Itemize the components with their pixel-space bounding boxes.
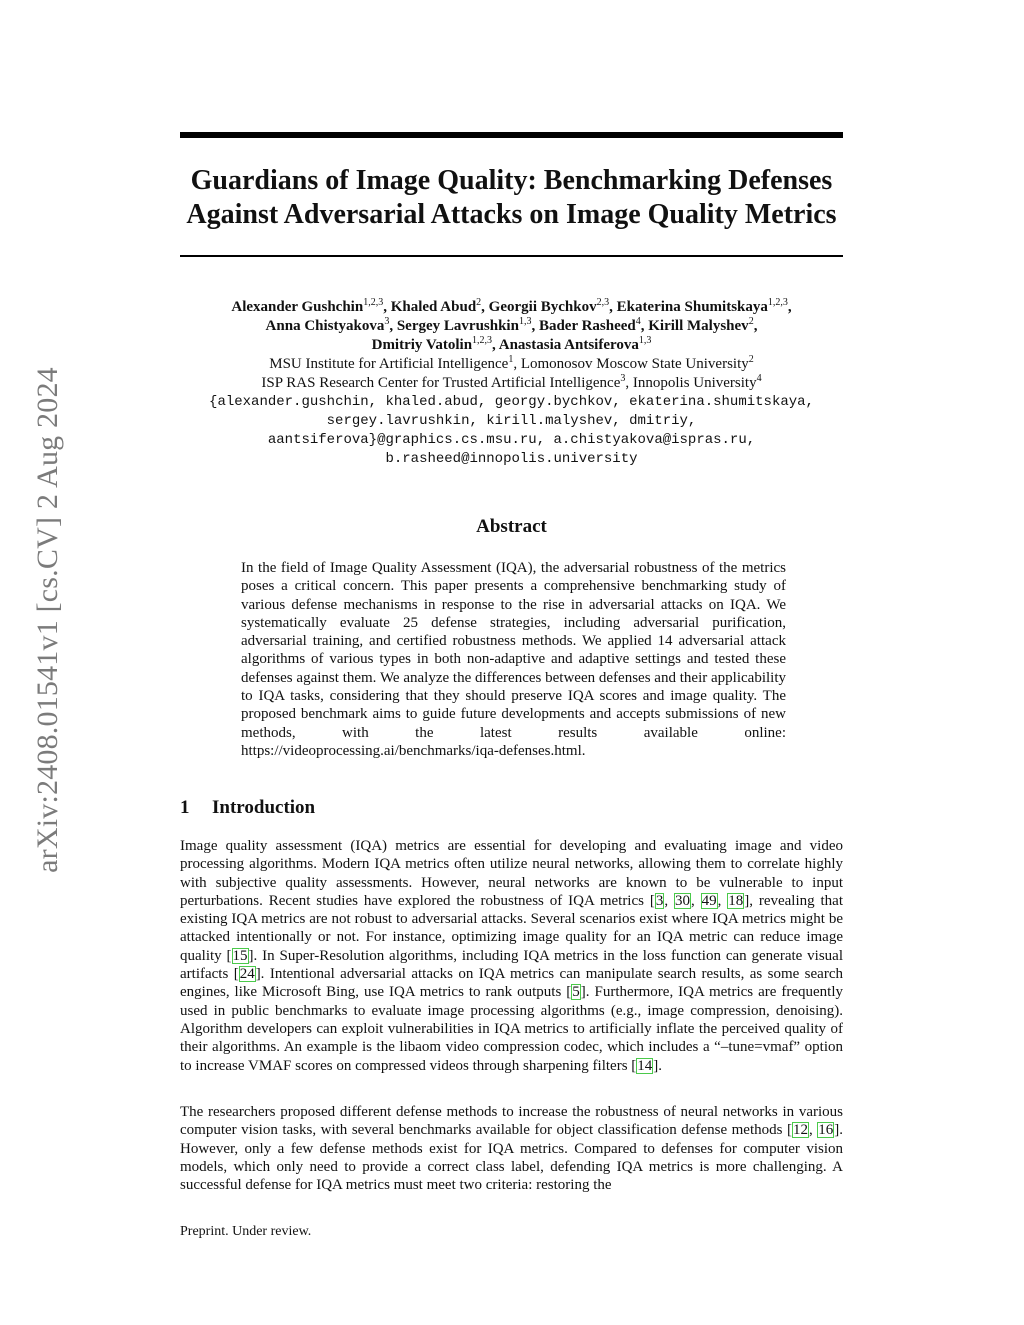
- email-line: aantsiferova}@graphics.cs.msu.ru, a.chistyakova@ispras.ru,: [267, 432, 756, 448]
- author-name: Kirill Malyshev: [648, 318, 749, 334]
- intro-paragraph-2: [180, 1103, 843, 1194]
- author-name: Sergey Lavrushkin: [396, 318, 519, 334]
- citation-link[interactable]: 3: [655, 892, 664, 909]
- affiliation-name: , Innopolis University: [625, 375, 757, 391]
- paragraph-text: Image quality assessment (IQA) metrics are essential for developing and evaluating image and video processing algorithms. Modern IQA metrics often utilize neural networks, allowing them to correlate highly with subjective quality assessments. However, neural networks are known to be vulnerable to input perturbations. Recent studies have explored the robustness of IQA metrics [: [180, 838, 843, 909]
- title-line-1: Guardians of Image Quality: Benchmarking Defenses: [190, 165, 833, 196]
- author-affiliation-sup: 1,3: [638, 335, 652, 346]
- paragraph-text: ]. However, only a few defense methods exist for IQA metrics. Compared to defenses for computer vision models, which only need to provide a correct class label, defending IQA metrics is more challenging. A successful defense for IQA metrics must meet two criteria: restoring the: [180, 1122, 844, 1194]
- arxiv-sidebar-stamp: arXiv:2408.01541v1 [cs.CV] 2 Aug 2024: [31, 367, 64, 873]
- citation-link[interactable]: 5: [572, 984, 580, 1001]
- paragraph-text: ], revealing that existing IQA metrics are not robust to adversarial attacks. Several scenarios exist where IQA metrics might be attacked intentionally or not. For instance, optimizing image quality for an IQA metric can reduce image quality [: [180, 892, 844, 964]
- citation-link[interactable]: 16: [818, 1122, 834, 1139]
- paragraph-text: ,: [664, 892, 674, 909]
- author-name: Alexander Gushchin: [231, 299, 364, 315]
- author-name: Anastasia Antsiferova: [498, 337, 639, 353]
- affiliation-line-2: [180, 374, 843, 393]
- author-line-3: Dmitriy Vatolin$^{1,2,3}$, Anastasia Antsiferova$^{1,3}$: [371, 335, 652, 353]
- paragraph-text: ]. In Super-Resolution algorithms, including IQA metrics in the loss function can generate visual artifacts [: [180, 947, 844, 983]
- author-name: Dmitriy Vatolin: [371, 337, 473, 353]
- author-affiliation-sup: 2: [476, 297, 482, 308]
- citation-link[interactable]: 12: [792, 1122, 808, 1139]
- footer-note: Preprint. Under review.: [180, 1224, 312, 1239]
- paragraph-text: The researchers proposed different defense methods to increase the robustness of neural networks in various computer vision tasks, with several benchmarks available for object classification defense methods [: [180, 1104, 843, 1139]
- affiliation-sup: 2: [748, 354, 754, 365]
- affiliation-sup: 1: [508, 354, 514, 365]
- citation-link[interactable]: 14: [637, 1057, 653, 1074]
- author-name: Anna Chistyakova: [265, 318, 385, 334]
- citation-link[interactable]: 15: [232, 947, 248, 964]
- section-title: Introduction: [212, 797, 316, 818]
- affiliation-name: MSU Institute for Artificial Intelligence: [269, 356, 509, 372]
- affiliation-name: , Lomonosov Moscow State University: [513, 356, 749, 372]
- email-line: sergey.lavrushkin, kirill.malyshev, dmitriy,: [326, 413, 697, 429]
- section-number: 1: [180, 797, 190, 818]
- author-affiliation-sup: 1,2,3: [767, 297, 788, 308]
- title-line-2: Against Adversarial Attacks on Image Quality Metrics: [186, 199, 837, 230]
- author-affiliation-sup: 2,3: [596, 297, 610, 308]
- affiliation-line-1: [180, 355, 843, 374]
- title-top-rule: [180, 132, 843, 138]
- email-line: b.rasheed@innopolis.university: [385, 451, 638, 467]
- abstract-text: In the field of Image Quality Assessment (IQA), the adversarial robustness of the metrics poses a critical concern. This paper presents a comprehensive benchmarking study of various defense mechanisms in response to the rise in adversarial attacks on IQA. We systematically evaluate 25 defense strategies, including adversarial purification, adversarial training, and certified robustness methods. We applied 14 adversarial attack algorithms of various types in both non-adaptive and adaptive settings and tested these defenses against them. We analyze the differences between defenses and their applicability to IQA tasks, considering that they should preserve IQA scores and image quality. The proposed benchmark aims to guide future developments and accepts submissions of new methods, with the latest results available online: https://videoprocessing.ai/benchmarks/iqa-defenses.html.: [241, 560, 786, 759]
- email-line: {alexander.gushchin, khaled.abud, georgy.bychkov, ekaterina.shumitskaya,: [209, 394, 814, 410]
- author-affiliation-sup: 1,3: [518, 316, 532, 327]
- author-line-2: Anna Chistyakova$^3$, Sergey Lavrushkin$^{1,3}$, Bader Rasheed$^4$, Kirill Malyshev$^2$,: [265, 316, 758, 334]
- citation-link[interactable]: 30: [674, 892, 690, 909]
- intro-paragraph-1: [180, 837, 843, 1075]
- author-name: Georgii Bychkov: [488, 299, 597, 315]
- paragraph-text: ,: [717, 892, 728, 909]
- author-block: [180, 298, 843, 469]
- author-affiliation-sup: 4: [635, 316, 641, 327]
- paragraph-text: ]. Furthermore, IQA metrics are frequently used in public benchmarks to evaluate image processing algorithms (e.g., image compression, denoising). Algorithm developers can exploit vulnerabilities in IQA metrics to artificially inflate the perceived quality of their algorithms. An example is the libaom video compression codec, which includes a “–tune=vmaf” option to increase VMAF scores on compressed videos through sharpening filters [: [180, 984, 843, 1074]
- author-affiliation-sup: 1,2,3: [472, 335, 493, 346]
- affiliation-name: ISP RAS Research Center for Trusted Artificial Intelligence: [261, 375, 621, 391]
- section-heading: [180, 797, 315, 819]
- paragraph-text: ,: [808, 1122, 818, 1139]
- author-name: Khaled Abud: [390, 299, 477, 315]
- paragraph-text: ]. Intentional adversarial attacks on IQA metrics can manipulate search results, as some search engines, like Microsoft Bing, use IQA metrics to rank outputs [: [180, 966, 843, 1001]
- citation-link[interactable]: 18: [728, 892, 744, 909]
- author-affiliation-sup: 1,2,3: [363, 297, 384, 308]
- author-name: Bader Rasheed: [538, 318, 636, 334]
- author-line-1: Alexander Gushchin$^{1,2,3}$, Khaled Abud$^2$, Georgii Bychkov$^{2,3}$, Ekaterina Shumitskaya$^{1,2,3}$,: [231, 297, 792, 315]
- citation-link[interactable]: 24: [239, 966, 255, 983]
- paragraph-text: ,: [690, 892, 701, 909]
- citation-link[interactable]: 49: [701, 892, 717, 909]
- author-affiliation-sup: 2: [748, 316, 754, 327]
- author-name: Ekaterina Shumitskaya: [616, 299, 768, 315]
- paragraph-text: ].: [653, 1057, 663, 1074]
- paper-title: [180, 164, 843, 232]
- author-affiliation-sup: 3: [384, 316, 390, 327]
- title-bottom-rule: [180, 255, 843, 257]
- abstract-heading: Abstract: [476, 516, 547, 537]
- affiliation-sup: 4: [756, 373, 762, 384]
- affiliation-sup: 3: [620, 373, 626, 384]
